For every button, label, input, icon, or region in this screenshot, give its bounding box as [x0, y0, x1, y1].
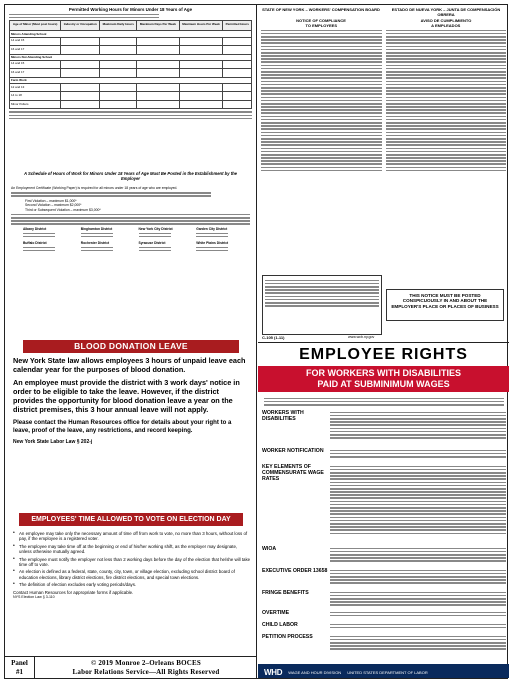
comp-url: www.wcb.ny.gov	[348, 335, 375, 339]
poster-panel	[4, 4, 508, 679]
rights-subtitle	[258, 366, 509, 392]
rights-row	[262, 464, 506, 536]
vote-contact: Contact Human Resources for appropriate forms if applicable.	[13, 589, 134, 595]
rights-row-label: PETITION PROCESS	[262, 634, 313, 640]
table-row	[10, 83, 252, 92]
age-cell: Minor Pollers	[10, 100, 61, 109]
column-header: Maximum Days Per Week	[137, 21, 179, 31]
vote-item: • An election is defined as a federal, state, county, city, town, or village election, excluding school district board of education elections, library district elections, fire district elections, and special town elections.	[13, 569, 251, 580]
district-office: White Plains District	[196, 241, 250, 253]
rights-row-label: KEY ELEMENTS OF COMMENSURATE WAGE RATES	[262, 464, 324, 482]
vote-section	[5, 513, 256, 656]
section-label: Minors Not Attending School	[10, 54, 252, 60]
blood-donation-source: New York State Labor Law § 202-j	[13, 439, 93, 446]
left-column	[5, 5, 257, 678]
vote-item: • The definition of election excludes early voting periods/days.	[13, 582, 251, 587]
copyright-line: © 2019 Monroe 2–Orleans BOCES	[90, 658, 202, 667]
blood-donation-para: An employee must provide the district with 3 work days' notice in order to be eligible to take the leave. However, if the district provides the opportunity for blood donation leave a year on the district premises, this 3 hour annual leave will not apply.	[13, 378, 240, 414]
age-cell: 14 and 15	[10, 37, 61, 46]
panel-text: Panel	[11, 658, 28, 667]
district-office: Albany District	[23, 227, 77, 239]
district-office: Syracuse District	[139, 241, 193, 253]
comp-notice-en: NOTICE OF COMPLIANCE	[296, 18, 346, 23]
district-office: Rochester District	[81, 241, 135, 253]
rights-row-label: WIOA	[262, 546, 277, 552]
vote-title: EMPLOYEES' TIME ALLOWED TO VOTE ON ELECTION DAY	[19, 513, 243, 526]
comp-text-columns	[261, 23, 506, 173]
panel-label	[5, 657, 35, 679]
panel-number: #1	[16, 667, 23, 676]
rights-row	[262, 410, 506, 440]
column-header: Maximum Hours Per Week	[179, 21, 223, 31]
rights-row	[262, 546, 506, 564]
rights-row-label: EXECUTIVE ORDER 13658	[262, 568, 328, 574]
vote-item: • The employee must notify the employer not less than 2 working days before the day of the election that he/she will take time off to vote.	[13, 557, 251, 568]
column-header: Permitted Hours	[223, 21, 252, 31]
blood-donation-body	[13, 357, 249, 447]
minor-hours-title: Permitted Working Hours for Minors Under 18 Years of Age	[68, 7, 193, 12]
whd-logo: WHD	[264, 667, 283, 677]
comp-notice-es: AVISO DE CUMPLIMIENTO	[420, 18, 472, 23]
rights-row	[262, 448, 506, 459]
employer-info-box	[262, 275, 382, 335]
comp-employees-es: A EMPLEADOS	[431, 23, 461, 28]
comp-text-en	[261, 30, 382, 172]
age-cell: 16 and 17	[10, 46, 61, 55]
comp-form-code: C-105 (1-11)	[262, 335, 285, 340]
rights-line: Labor Relations Service—All Rights Reserved	[72, 667, 220, 676]
whd-name: WAGE AND HOUR DIVISION	[288, 669, 342, 675]
minor-hours-intro	[9, 14, 159, 19]
certificate-section	[5, 169, 256, 319]
comp-text-es	[386, 30, 507, 172]
age-cell: 16 and 17	[10, 69, 61, 78]
district-office: New York City District	[139, 227, 193, 239]
certificate-heading: An Employment Certificate (Working Paper) is required for all minors under 18 years of age who are employed.	[11, 186, 178, 190]
vote-item: • The employee may take time off at the beginning or end of his/her working shift, as the employer may designate, unless otherwise mutually agreed.	[13, 544, 251, 555]
rights-row-label: OVERTIME	[262, 610, 290, 616]
table-row	[10, 46, 252, 55]
table-header-row	[10, 21, 252, 31]
rights-subtitle-line: PAID AT SUBMINIMUM WAGES	[317, 379, 450, 389]
minor-hours-table	[9, 20, 252, 109]
penalty-item: First Violation – maximum $1,000*	[25, 198, 77, 203]
rights-row-label: CHILD LABOR	[262, 622, 298, 628]
column-header: Age of Minor (Must post hours)	[10, 21, 61, 31]
schedule-title: A Schedule of Hours of Work for Minors Under 18 Years of Age Must Be Posted in the Establishment by the Employer	[24, 171, 237, 181]
blood-donation-section	[5, 340, 256, 510]
blood-donation-para: New York State law allows employees 3 hours of unpaid leave each calendar year for the purposes of blood donation.	[13, 356, 246, 374]
minor-hours-section	[5, 7, 256, 169]
district-office: Buffalo District	[23, 241, 77, 253]
rights-intro	[264, 396, 504, 407]
comp-board-es: ESTADO DE NUEVA YORK – JUNTA DE COMPENSACIÓN OBRERA	[391, 7, 501, 17]
rights-row	[262, 634, 506, 652]
vote-item: • An employee may take only the necessary amount of time off from work to vote, no more than 3 hours, without loss of pay, if the employee is a registered voter.	[13, 531, 251, 542]
copyright	[35, 659, 257, 677]
rights-row-label: FRINGE BENEFITS	[262, 590, 309, 596]
rights-row	[262, 610, 506, 618]
column-header: Industry or Occupation	[61, 21, 100, 31]
rights-row-label: WORKERS WITH DISABILITIES	[262, 410, 304, 422]
right-column	[258, 5, 509, 678]
rights-row	[262, 622, 506, 630]
poster-footer	[5, 656, 257, 678]
blood-donation-title: BLOOD DONATION LEAVE	[23, 340, 239, 353]
penalty-list	[11, 199, 250, 212]
must-post-box: THIS NOTICE MUST BE POSTED CONSPICUOUSLY IN AND ABOUT THE EMPLOYER'S PLACE OR PLACES OF BUSINESS	[386, 289, 504, 321]
dol-name: UNITED STATES DEPARTMENT OF LABOR	[347, 669, 428, 675]
vote-source: NYS Election Law § 3-110	[13, 595, 55, 600]
comp-column-es	[386, 23, 507, 173]
section-label: Minors Attending School	[10, 31, 252, 37]
vote-list	[13, 531, 251, 588]
table-row	[10, 100, 252, 109]
whd-footer-bar	[258, 664, 509, 678]
comp-employees-en: TO EMPLOYEES	[305, 23, 337, 28]
age-cell: 12 and 13	[10, 83, 61, 92]
table-row	[10, 69, 252, 78]
certificate-notes	[11, 214, 250, 225]
blood-donation-para: Please contact the Human Resources office for details about your right to a leave, proof of the leave, any restrictions, and record keeping.	[13, 419, 232, 434]
district-offices	[11, 227, 250, 253]
minor-hours-footnotes	[9, 111, 252, 119]
comp-board-en: STATE OF NEW YORK – WORKERS' COMPENSATION BOARD	[262, 7, 380, 12]
table-row	[10, 92, 252, 101]
district-office: Garden City District	[196, 227, 250, 239]
penalty-item: Third or Subsequent Violation – maximum $3,000*	[25, 207, 101, 212]
age-cell: 14 to 18	[10, 92, 61, 101]
section-label: Farm Work	[10, 77, 252, 83]
rights-title: EMPLOYEE RIGHTS	[299, 346, 468, 363]
table-row	[10, 60, 252, 69]
penalty-item: Second Violation – maximum $2,000*	[25, 203, 82, 208]
age-cell: 14 and 15	[10, 60, 61, 69]
workers-comp-section	[258, 5, 509, 343]
rights-row	[262, 590, 506, 608]
comp-column-en	[261, 23, 382, 173]
rights-row	[262, 568, 506, 586]
column-header: Maximum Daily Hours	[100, 21, 137, 31]
rights-subtitle-line: FOR WORKERS WITH DISABILITIES	[306, 368, 461, 378]
district-office: Binghamton District	[81, 227, 135, 239]
rights-row-label: WORKER NOTIFICATION	[262, 448, 324, 454]
vote-body	[13, 531, 251, 600]
table-row	[10, 37, 252, 46]
certificate-text	[11, 192, 211, 197]
employee-rights-section	[258, 344, 509, 678]
